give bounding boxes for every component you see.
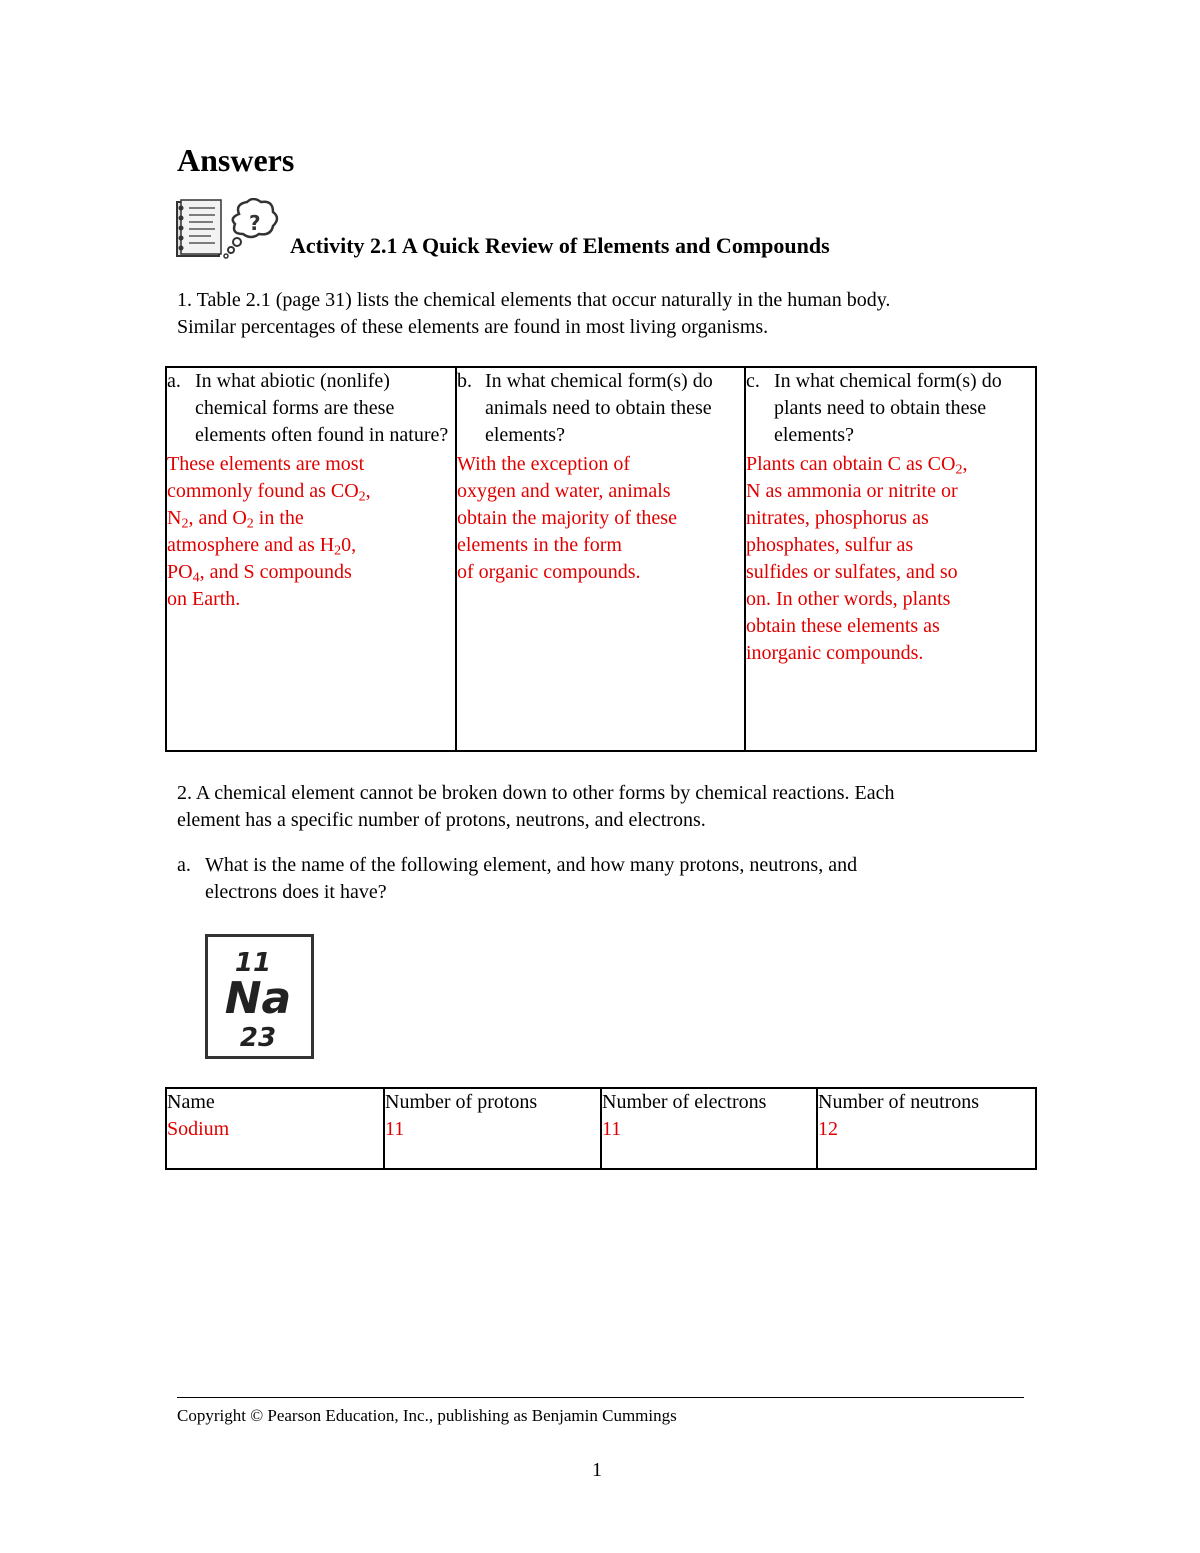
neutrons-header: Number of neutrons	[818, 1091, 980, 1113]
column-b-cell	[456, 367, 745, 751]
column-b-question: In what chemical form(s) do animals need to obtain these elements?	[485, 370, 713, 446]
sodium-answer-table	[165, 1087, 1037, 1170]
mass-number: 23	[239, 1023, 277, 1053]
question-2a-line-2: electrons does it have?	[205, 881, 387, 903]
column-c-cell	[745, 367, 1036, 751]
column-c-label: c.	[746, 370, 760, 392]
question-1-line-1: 1. Table 2.1 (page 31) lists the chemical elements that occur naturally in the human body.	[177, 289, 891, 311]
column-a-label: a.	[167, 370, 181, 392]
name-answer: Sodium	[167, 1118, 230, 1140]
page-number: 1	[592, 1459, 602, 1481]
question-1-table	[165, 366, 1037, 752]
name-cell	[166, 1088, 384, 1169]
column-b-label: b.	[457, 370, 472, 392]
neutrons-cell	[817, 1088, 1036, 1169]
footer-divider	[177, 1397, 1024, 1398]
svg-text:?: ?	[249, 211, 261, 235]
page-title: Answers	[177, 142, 295, 178]
element-symbol: Na	[224, 973, 292, 1024]
protons-cell	[384, 1088, 601, 1169]
electrons-header: Number of electrons	[602, 1091, 767, 1113]
activity-icons	[175, 198, 281, 260]
column-a-cell	[166, 367, 456, 751]
electrons-cell	[601, 1088, 817, 1169]
name-header: Name	[167, 1091, 215, 1113]
copyright-notice: Copyright © Pearson Education, Inc., publishing as Benjamin Cummings	[177, 1406, 677, 1425]
neutrons-answer: 12	[818, 1118, 838, 1140]
column-b-answer: With the exception of oxygen and water, animals obtain the majority of these elements in the form of organic compounds.	[457, 453, 677, 583]
column-c-answer: Plants can obtain C as $CO_2$, N as ammonia or nitrite or nitrates, phosphorus as phosphates, sulfur as sulfides or sulfates, and so on. In other words, plants obtain these elements as inorganic compounds.	[746, 453, 968, 664]
activity-title: Activity 2.1 A Quick Review of Elements and Compounds	[290, 233, 830, 258]
sodium-element-box	[205, 934, 314, 1059]
column-a-answer: These elements are most commonly found as $CO_2$, $N_2$, and $O_2$ in the atmosphere and as $H_20$, $PO_4$, and S compounds on Earth.	[167, 453, 371, 610]
question-2a-label: a.	[177, 854, 191, 876]
electrons-answer: 11	[602, 1118, 622, 1140]
thought-bubble-question-icon	[224, 199, 277, 258]
question-1-line-2: Similar percentages of these elements are found in most living organisms.	[177, 316, 769, 338]
question-2a-line-1: What is the name of the following element, and how many protons, neutrons, and	[205, 854, 858, 876]
question-2a	[177, 852, 857, 906]
column-a-question: In what abiotic (nonlife) chemical forms are these elements often found in nature?	[195, 370, 449, 446]
element-tile	[208, 937, 311, 1056]
protons-answer: 11	[385, 1118, 405, 1140]
notepad-icon	[177, 200, 221, 256]
atomic-number: 11	[234, 948, 272, 978]
question-2-line-1: 2. A chemical element cannot be broken down to other forms by chemical reactions. Each	[177, 782, 895, 804]
question-1-intro	[177, 287, 890, 341]
column-c-question: In what chemical form(s) do plants need to obtain these elements?	[774, 370, 1002, 446]
question-2-line-2: element has a specific number of protons, neutrons, and electrons.	[177, 809, 706, 831]
protons-header: Number of protons	[385, 1091, 538, 1113]
question-2-intro	[177, 780, 895, 834]
